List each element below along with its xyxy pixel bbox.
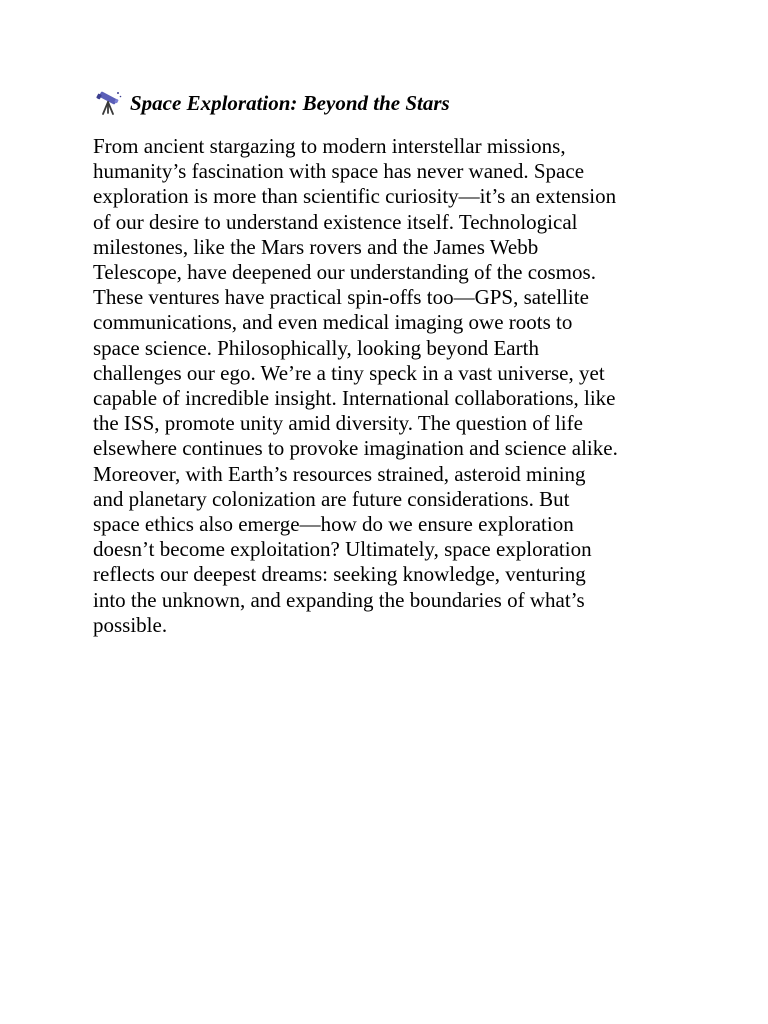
paragraph-line: communications, and even medical imaging owe roots to bbox=[93, 310, 573, 335]
paragraph-line: of our desire to understand existence itself. Technological bbox=[93, 209, 578, 234]
paragraph-line: reflects our deepest dreams: seeking knowledge, venturing bbox=[93, 562, 586, 587]
document-heading bbox=[96, 88, 450, 118]
paragraph-line: doesn’t become exploitation? Ultimately, space exploration bbox=[93, 537, 592, 562]
paragraph-line: These ventures have practical spin-offs too—GPS, satellite bbox=[93, 285, 589, 310]
paragraph-line: exploration is more than scientific curiosity—it’s an extension bbox=[93, 184, 617, 209]
telescope-icon bbox=[96, 90, 122, 116]
paragraph-line: Moreover, with Earth’s resources strained, asteroid mining bbox=[93, 461, 586, 486]
paragraph-line: space science. Philosophically, looking beyond Earth bbox=[93, 335, 539, 360]
paragraph-line: milestones, like the Mars rovers and the James Webb bbox=[93, 234, 539, 259]
paragraph-line: into the unknown, and expanding the boundaries of what’s bbox=[93, 587, 585, 612]
paragraph-line: and planetary colonization are future considerations. But bbox=[93, 486, 570, 511]
paragraph-line: Telescope, have deepened our understanding of the cosmos. bbox=[93, 260, 596, 285]
paragraph-line: From ancient stargazing to modern interstellar missions, bbox=[93, 134, 566, 158]
paragraph-line: humanity’s fascination with space has never waned. Space bbox=[93, 159, 585, 184]
paragraph-line: elsewhere continues to provoke imagination and science alike. bbox=[93, 436, 618, 461]
paragraph-line: the ISS, promote unity amid diversity. The question of life bbox=[93, 411, 583, 436]
body-paragraph bbox=[93, 134, 683, 638]
paragraph-line: capable of incredible insight. International collaborations, like bbox=[93, 386, 616, 411]
paragraph-line: challenges our ego. We’re a tiny speck in a vast universe, yet bbox=[93, 360, 605, 385]
document-title: Space Exploration: Beyond the Stars bbox=[130, 90, 450, 115]
paragraph-line: space ethics also emerge—how do we ensure exploration bbox=[93, 512, 574, 537]
paragraph-line: possible. bbox=[93, 612, 168, 637]
